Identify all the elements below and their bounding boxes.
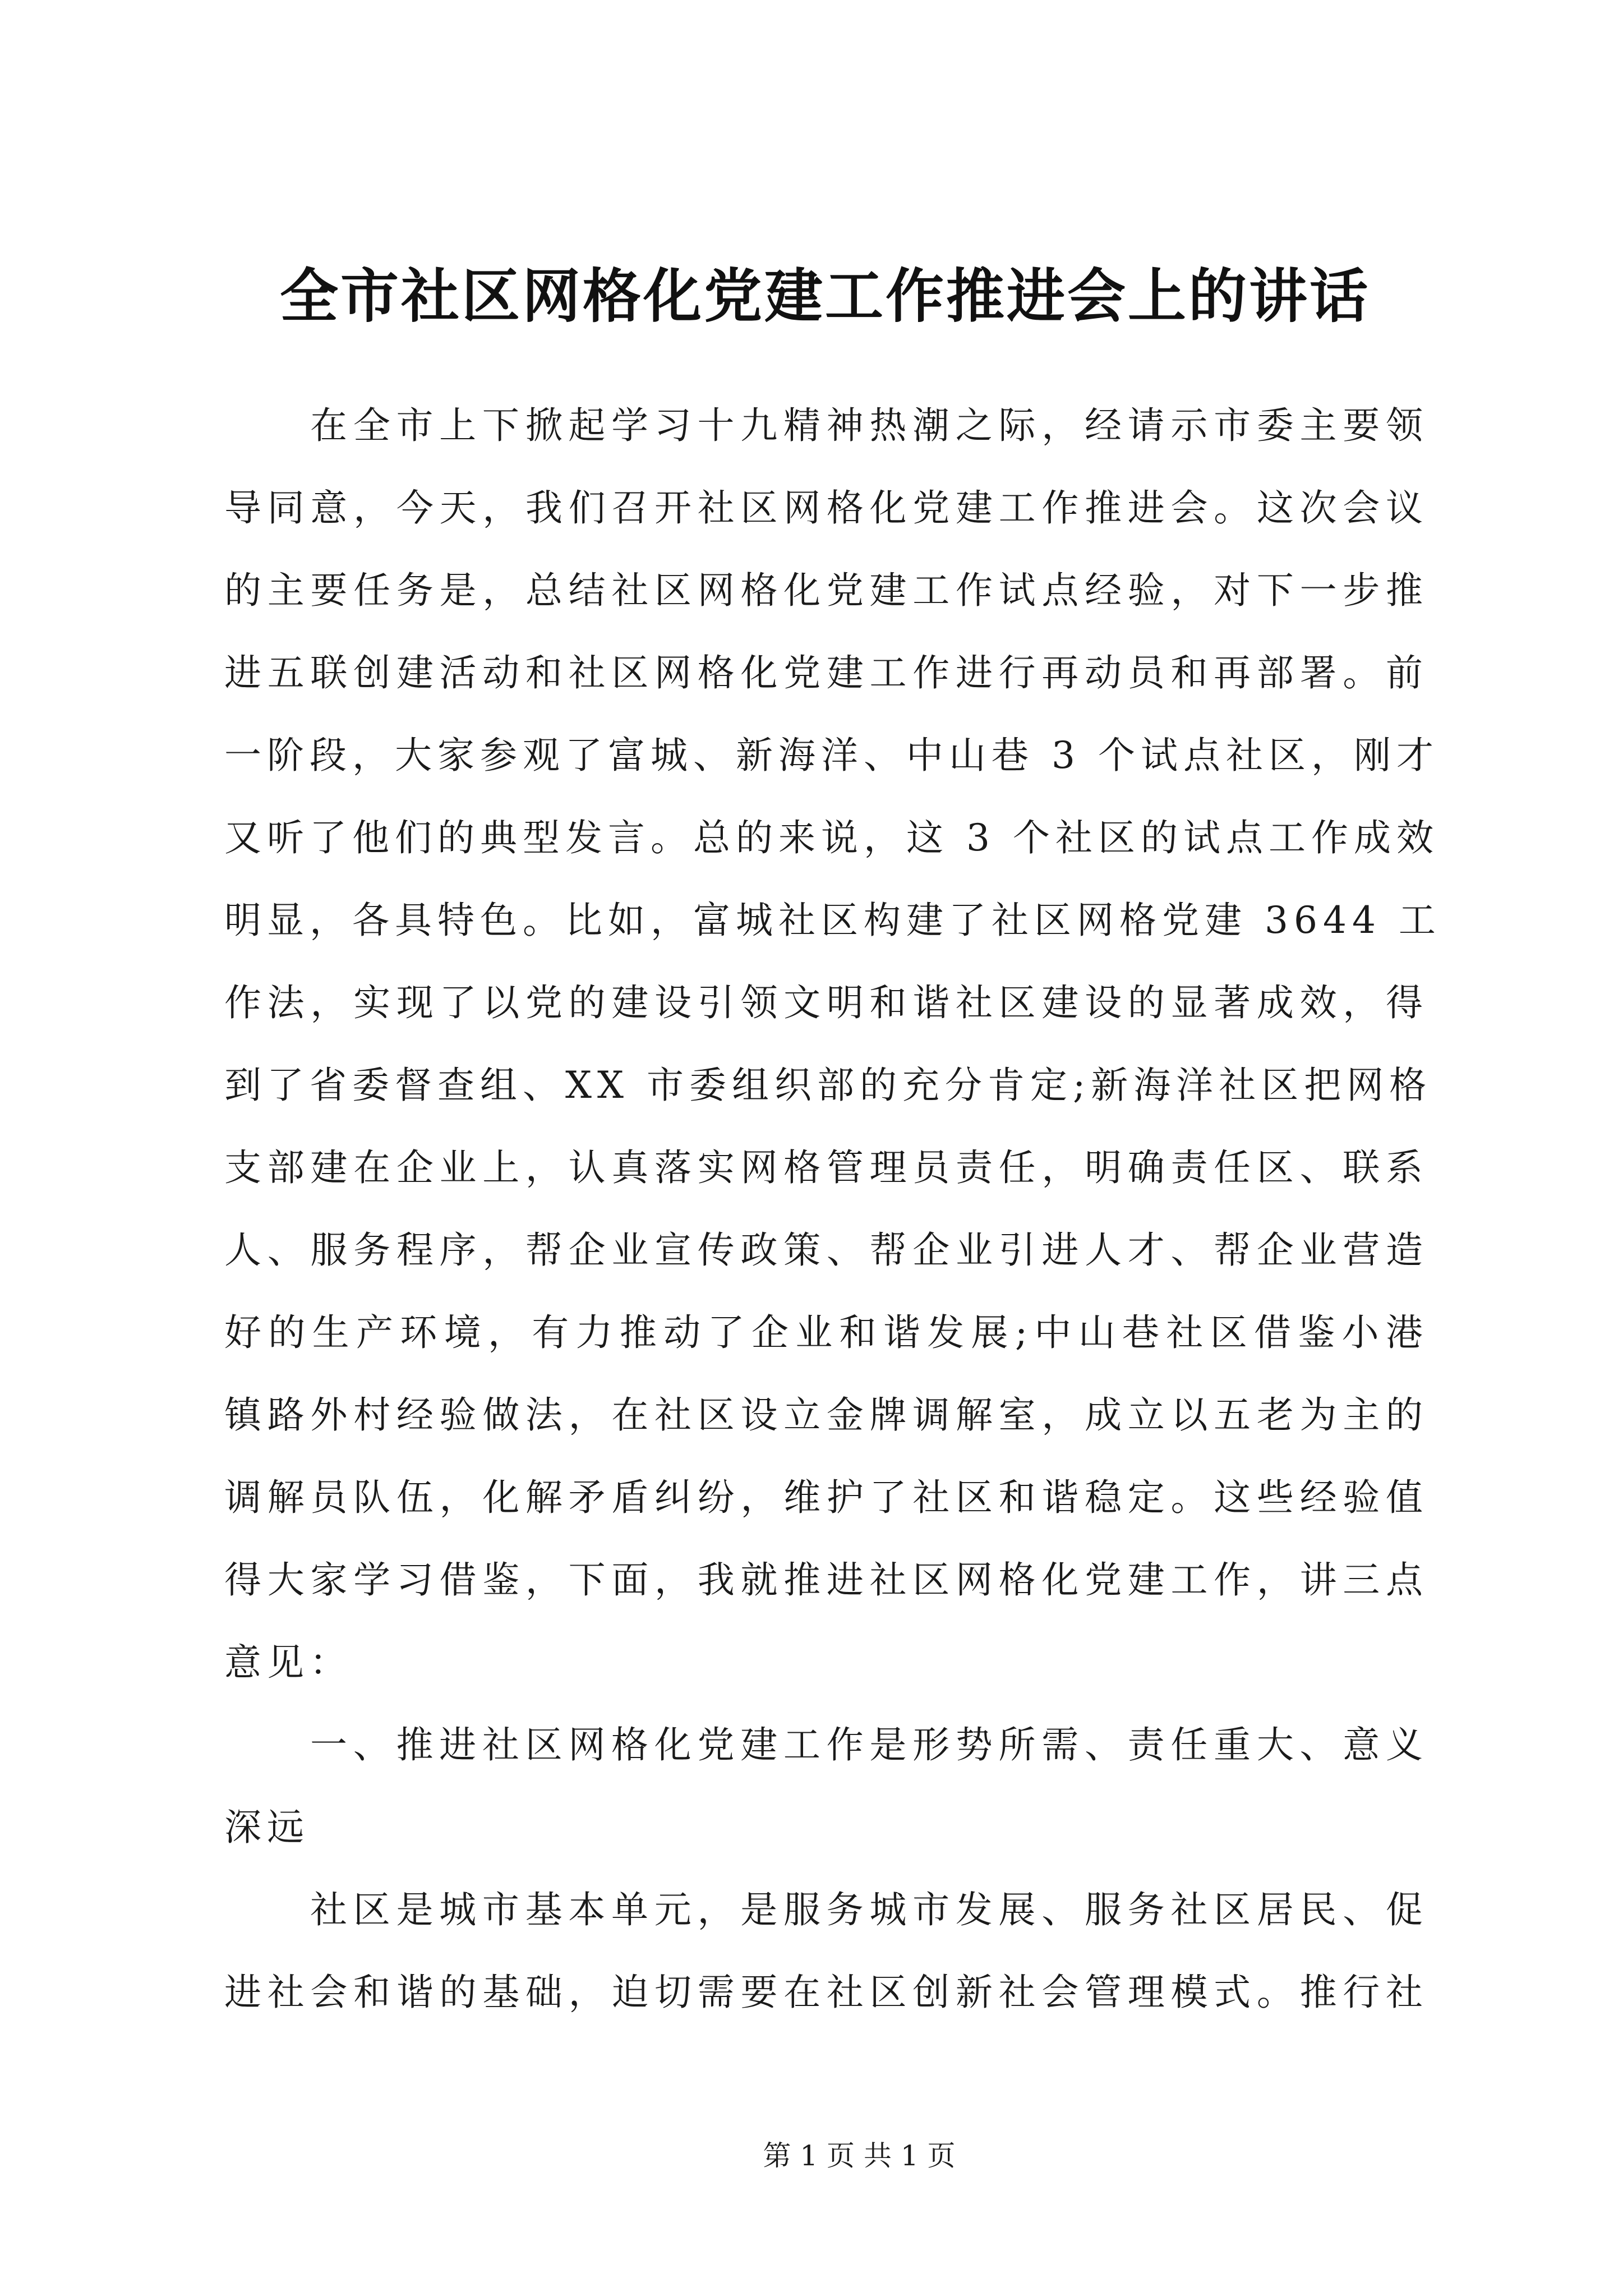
paragraph-line: 镇路外村经验做法，在社区设立金牌调解室，成立以五老为主的 (224, 1393, 1428, 1437)
paragraph-line: 人、服务程序，帮企业宣传政策、帮企业引进人才、帮企业营造 (224, 1228, 1428, 1272)
paragraph-section-body (224, 1869, 1428, 2033)
section-heading-line: 深远 (224, 1806, 310, 1849)
paragraph-line: 一阶段，大家参观了富城、新海洋、中山巷 3 个试点社区，刚才 (224, 734, 1439, 777)
paragraph-line: 调解员队伍，化解矛盾纠纷，维护了社区和谐稳定。这些经验值 (224, 1476, 1428, 1519)
paragraph-line: 在全市上下掀起学习十九精神热潮之际，经请示市委主要领 (310, 404, 1428, 447)
paragraph-line: 好的生产环境，有力推动了企业和谐发展;中山巷社区借鉴小港 (224, 1311, 1428, 1354)
paragraph-line: 支部建在企业上，认真落实网格管理员责任，明确责任区、联系 (224, 1146, 1428, 1189)
paragraph-line: 进五联创建活动和社区网格化党建工作进行再动员和再部署。前 (224, 651, 1428, 694)
section-heading-line: 一、推进社区网格化党建工作是形势所需、责任重大、意义 (310, 1723, 1428, 1766)
paragraph-line: 意见： (224, 1641, 352, 1684)
paragraph-line: 导同意，今天，我们召开社区网格化党建工作推进会。这次会议 (224, 486, 1428, 530)
paragraph-line: 社区是城市基本单元，是服务城市发展、服务社区居民、促 (310, 1888, 1428, 1931)
paragraph-line: 明显，各具特色。比如，富城社区构建了社区网格党建 3644 工 (224, 899, 1441, 942)
document-title: 全市社区网格化党建工作推进会上的讲话 (279, 261, 1371, 330)
paragraph-line: 进社会和谐的基础，迫切需要在社区创新社会管理模式。推行社 (224, 1971, 1428, 2014)
page-footer: 第 1 页 共 1 页 (763, 2139, 956, 2172)
paragraph-line: 作法，实现了以党的建设引领文明和谐社区建设的显著成效，得 (224, 981, 1428, 1024)
paragraph-line: 的主要任务是，总结社区网格化党建工作试点经验，对下一步推 (224, 569, 1428, 612)
paragraph-line: 又听了他们的典型发言。总的来说，这 3 个社区的试点工作成效 (224, 816, 1439, 859)
document-body (224, 384, 1441, 2033)
paragraph-line: 得大家学习借鉴，下面，我就推进社区网格化党建工作，讲三点 (224, 1558, 1428, 1602)
paragraph-line: 到了省委督查组、XX 市委组织部的充分肯定;新海洋社区把网格 (224, 1064, 1432, 1107)
section-heading (224, 1704, 1428, 1869)
paragraph-opening (224, 384, 1441, 1704)
